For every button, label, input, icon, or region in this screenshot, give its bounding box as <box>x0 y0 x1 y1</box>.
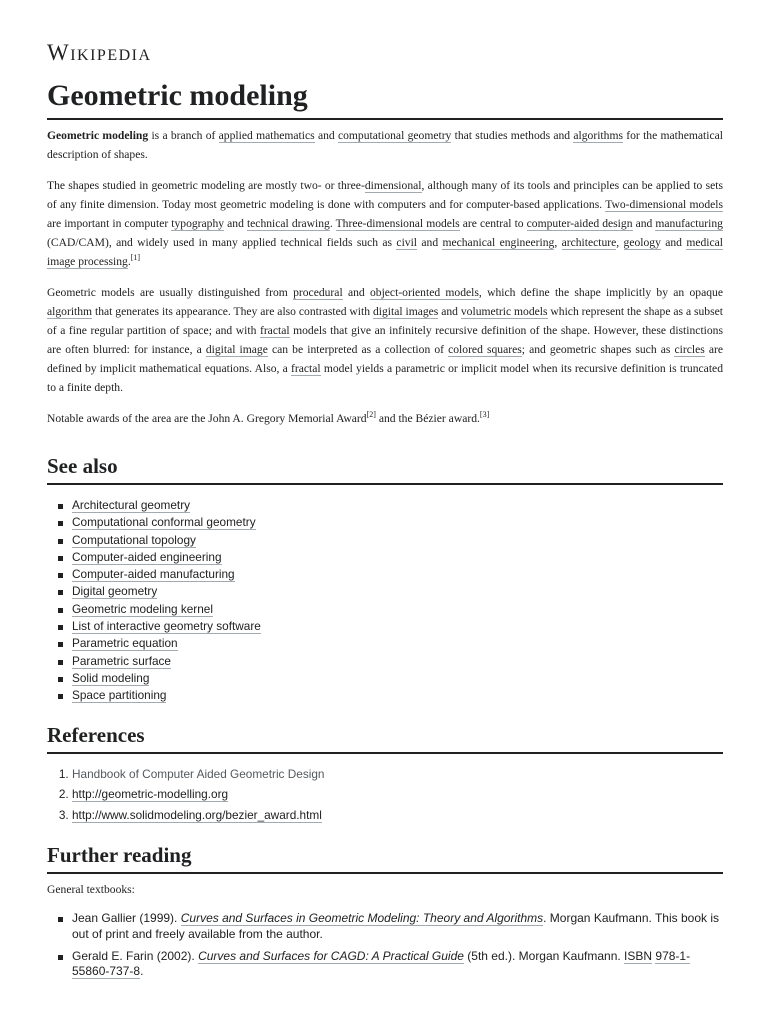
text: (5th ed.). Morgan Kaufmann. <box>463 948 625 963</box>
isbn-number-link[interactable]: 978-1-55860-737-8 <box>72 948 691 979</box>
link-two-dimensional-models[interactable]: Two-dimensional models <box>605 198 723 211</box>
reference-item <box>72 784 723 805</box>
text: for the mathematical description of shapes. <box>47 129 723 161</box>
list-item <box>72 653 723 670</box>
link-object-oriented-models[interactable]: object-oriented models <box>369 286 479 299</box>
text: ; and geometric shapes such as <box>521 343 675 356</box>
list-item <box>72 497 723 514</box>
reference-text: Handbook of Computer Aided Geometric Design <box>72 766 325 781</box>
book-title[interactable]: Curves and Surfaces in Geometric Modeling: Theory and Algorithms <box>180 911 544 926</box>
see-also-link[interactable]: Space partitioning <box>72 688 167 703</box>
text: can be interpreted as a collection of <box>267 343 449 356</box>
link-volumetric-models[interactable]: volumetric models <box>460 305 548 318</box>
text: and <box>342 286 370 299</box>
text: model yields a parametric or implicit model when its recursive definition is truncated to a finite depth. <box>47 362 723 394</box>
text: . <box>140 964 144 979</box>
text: and <box>224 217 247 230</box>
text: . <box>127 255 131 268</box>
list-item <box>72 566 723 583</box>
text: and <box>632 217 656 230</box>
see-also-link[interactable]: Solid modeling <box>72 670 150 685</box>
article-page <box>47 0 723 980</box>
link-manufacturing[interactable]: manufacturing <box>655 217 723 230</box>
text: , <box>616 236 624 249</box>
list-item <box>72 583 723 600</box>
text: and <box>417 236 443 249</box>
link-medical-image-processing[interactable]: medical image processing <box>47 236 724 268</box>
text: and <box>314 129 338 142</box>
list-item <box>72 532 723 549</box>
link-computational-geometry[interactable]: computational geometry <box>337 129 452 142</box>
text: are central to <box>459 217 527 230</box>
link-three-dimensional-models[interactable]: Three-dimensional models <box>335 217 460 230</box>
link-architecture[interactable]: architecture <box>561 236 617 249</box>
book-title-link[interactable] <box>198 949 464 964</box>
list-item <box>72 549 723 566</box>
link-algorithm[interactable]: algorithm <box>47 305 93 318</box>
text: which represent the shape as a subset of a fine regular partition of space; and with <box>47 305 723 337</box>
text: Geometric models are usually distinguished from <box>47 286 294 299</box>
reference-item <box>72 764 723 785</box>
text: , <box>554 236 562 249</box>
page-title: Geometric modeling <box>47 77 723 120</box>
references-heading: References <box>47 721 723 754</box>
lead-paragraph <box>47 126 723 164</box>
text: The shapes studied in geometric modeling are mostly two- or three- <box>47 179 365 192</box>
link-applied-mathematics[interactable]: applied mathematics <box>218 129 315 142</box>
reference-link[interactable]: http://www.solidmodeling.org/bezier_award.html <box>72 807 322 822</box>
see-also-link[interactable]: Computer-aided engineering <box>72 549 222 564</box>
text: are defined by implicit mathematical equations. Also, a <box>47 343 724 375</box>
paragraph-shapes <box>47 176 723 271</box>
link-circles[interactable]: circles <box>674 343 705 356</box>
list-item <box>72 949 723 981</box>
see-also-link[interactable]: Computer-aided manufacturing <box>72 567 235 582</box>
text: and <box>660 236 687 249</box>
list-item <box>72 911 723 943</box>
text: Jean Gallier (1999). <box>72 911 181 926</box>
isbn-link[interactable]: ISBN <box>624 948 653 963</box>
link-dimensional[interactable]: dimensional <box>364 179 422 192</box>
link-technical-drawing[interactable]: technical drawing <box>246 217 330 230</box>
text: and <box>438 305 461 318</box>
reference-link[interactable]: http://geometric-modelling.org <box>72 787 229 802</box>
list-item <box>72 670 723 687</box>
see-also-link[interactable]: Geometric modeling kernel <box>72 601 213 616</box>
see-also-link[interactable]: Computational topology <box>72 532 196 547</box>
list-item <box>72 618 723 635</box>
text: Notable awards of the area are the John A. Gregory Memorial Award <box>47 412 367 425</box>
text: , although many of its tools and principles can be applied to sets of any finite dimension. Today most geometric modeling is done with computers and for computer-based applications. <box>47 179 723 211</box>
link-geology[interactable]: geology <box>623 236 661 249</box>
link-mechanical-engineering[interactable]: mechanical engineering <box>442 236 555 249</box>
link-fractal[interactable]: fractal <box>259 324 290 337</box>
link-computer-aided-design[interactable]: computer-aided design <box>526 217 633 230</box>
wikipedia-wordmark[interactable]: Wikipedia <box>47 40 152 65</box>
text: is a branch of <box>148 129 219 142</box>
text: that generates its appearance. They are also contrasted with <box>92 305 373 318</box>
reference-item <box>72 805 723 826</box>
link-digital-images[interactable]: digital images <box>372 305 439 318</box>
text: . Morgan Kaufmann. This book is out of print and freely available from the author. <box>72 911 719 941</box>
link-colored-squares[interactable]: colored squares <box>448 343 522 356</box>
see-also-link[interactable]: Parametric surface <box>72 653 171 668</box>
further-reading-heading: Further reading <box>47 841 723 874</box>
book-title-link[interactable] <box>181 911 543 926</box>
list-item <box>72 514 723 531</box>
text: and the Bézier award. <box>375 412 480 425</box>
text: Gerald E. Farin (2002). <box>72 948 199 963</box>
citation-1[interactable]: [1] <box>130 253 141 263</box>
text: . <box>329 217 336 230</box>
list-item <box>72 687 723 704</box>
bold-term: Geometric modeling <box>47 129 149 142</box>
textbooks-intro: General textbooks: <box>47 883 135 897</box>
see-also-link[interactable]: List of interactive geometry software <box>72 619 261 634</box>
text: are important in computer <box>47 217 172 230</box>
link-algorithms[interactable]: algorithms <box>573 129 623 142</box>
link-civil[interactable]: civil <box>396 236 418 249</box>
see-also-link[interactable]: Parametric equation <box>72 636 178 651</box>
see-also-list <box>47 497 723 705</box>
see-also-link[interactable]: Digital geometry <box>72 584 158 599</box>
see-also-heading: See also <box>47 452 723 485</box>
citation-2[interactable]: [2] <box>366 410 376 420</box>
list-item <box>72 635 723 652</box>
text: , which define the shape implicitly by an opaque <box>478 286 723 299</box>
text: (CAD/CAM), and widely used in many applied technical fields such as <box>47 236 397 249</box>
link-digital-image[interactable]: digital image <box>205 343 268 356</box>
see-also-link[interactable]: Computational conformal geometry <box>72 515 256 530</box>
references-list <box>47 764 723 826</box>
link-procedural[interactable]: procedural <box>293 286 343 299</box>
see-also-link[interactable]: Architectural geometry <box>72 498 191 512</box>
link-typography[interactable]: typography <box>171 217 225 230</box>
text: that studies methods and <box>451 129 574 142</box>
citation-3[interactable]: [3] <box>479 410 490 420</box>
book-title[interactable]: Curves and Surfaces for CAGD: A Practical Guide <box>198 948 464 963</box>
paragraph-awards <box>47 409 723 428</box>
paragraph-models <box>47 283 723 397</box>
text: models that give an infinitely recursive definition of the shape. However, these distinctions are often blurred: for instance, a <box>47 324 723 356</box>
list-item <box>72 601 723 618</box>
textbooks-list <box>47 911 723 980</box>
link-fractal-2[interactable]: fractal <box>291 362 321 375</box>
